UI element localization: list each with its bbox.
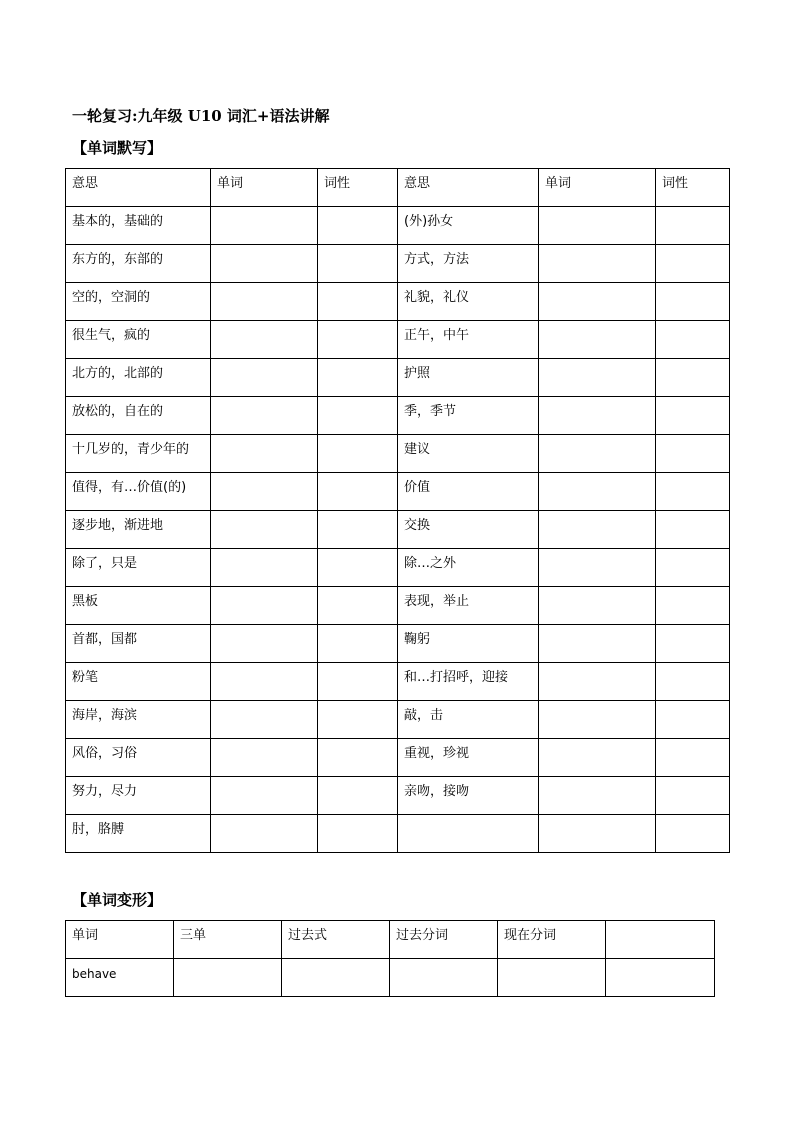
column-header [498,921,606,959]
word-answer-cell-text [545,815,655,821]
part-of-speech-answer-cell[interactable] [318,321,398,359]
word-answer-cell-text [545,245,655,251]
section-heading-word-forms: 【单词变形】 [72,891,163,909]
table-row [66,777,730,815]
table-row [66,511,730,549]
meaning-cell [66,625,211,663]
word-answer-cell[interactable] [539,321,656,359]
part-of-speech-answer-cell-text [662,511,729,517]
vocab-dictation-table [65,168,730,853]
part-of-speech-answer-cell-text [324,625,397,631]
word-answer-cell[interactable] [211,739,318,777]
column-header-text: 单词 [217,176,244,191]
part-of-speech-answer-cell[interactable] [656,815,730,853]
part-of-speech-answer-cell[interactable] [318,587,398,625]
word-answer-cell-text [217,473,317,479]
meaning-cell [398,587,539,625]
part-of-speech-answer-cell[interactable] [656,435,730,473]
part-of-speech-answer-cell-text [662,549,729,555]
part-of-speech-answer-cell[interactable] [318,359,398,397]
word-forms-table [65,920,715,997]
column-header [66,921,174,959]
meaning-cell-text [404,815,538,821]
meaning-cell-text: 除…之外 [404,556,457,571]
column-header [539,169,656,207]
column-header-text: 单词 [545,176,572,191]
part-of-speech-answer-cell[interactable] [318,397,398,435]
table-row [66,663,730,701]
meaning-cell-text: 值得，有…价值(的) [72,480,187,495]
column-header-text: 过去式 [288,928,328,943]
form-answer-cell-text [396,959,497,965]
meaning-cell-text: 空的，空洞的 [72,290,151,305]
word-answer-cell-text [217,283,317,289]
word-answer-cell-text [217,207,317,213]
meaning-cell-text: 礼貌，礼仪 [404,290,470,305]
meaning-cell-text: 黑板 [72,594,99,609]
word-answer-cell[interactable] [211,625,318,663]
meaning-cell-text: 正午，中午 [404,328,470,343]
table-row [66,207,730,245]
part-of-speech-answer-cell[interactable] [656,359,730,397]
meaning-cell-text: (外)孙女 [404,214,454,229]
meaning-cell-text: 和…打招呼，迎接 [404,670,509,685]
part-of-speech-answer-cell[interactable] [318,549,398,587]
column-header-text: 过去分词 [396,928,449,943]
word-answer-cell[interactable] [539,815,656,853]
table-row [66,321,730,359]
meaning-cell-text: 表现，举止 [404,594,470,609]
part-of-speech-answer-cell[interactable] [656,663,730,701]
meaning-cell-text: 季，季节 [404,404,457,419]
meaning-cell-text: 重视，珍视 [404,746,470,761]
form-answer-cell[interactable] [498,959,606,997]
part-of-speech-answer-cell-text [324,777,397,783]
column-header [398,169,539,207]
meaning-cell [398,473,539,511]
word-answer-cell[interactable] [211,245,318,283]
form-answer-cell[interactable] [174,959,282,997]
meaning-cell [66,397,211,435]
meaning-cell [66,587,211,625]
meaning-cell [66,777,211,815]
word-answer-cell-text [217,739,317,745]
table-row [66,625,730,663]
word-answer-cell-text [545,511,655,517]
part-of-speech-answer-cell-text [324,701,397,707]
form-answer-cell-text [504,959,605,965]
word-answer-cell[interactable] [211,701,318,739]
word-answer-cell-text [545,549,655,555]
word-answer-cell[interactable] [211,283,318,321]
part-of-speech-answer-cell-text [662,435,729,441]
table-row [66,473,730,511]
word-answer-cell[interactable] [211,359,318,397]
meaning-cell-text: 基本的，基础的 [72,214,164,229]
form-answer-cell-text [180,959,281,965]
part-of-speech-answer-cell-text [324,435,397,441]
column-header-text: 词性 [324,176,351,191]
part-of-speech-answer-cell-text [324,283,397,289]
part-of-speech-answer-cell-text [662,701,729,707]
meaning-cell [398,321,539,359]
part-of-speech-answer-cell[interactable] [656,549,730,587]
word-answer-cell-text [545,777,655,783]
word-answer-cell[interactable] [539,359,656,397]
form-answer-cell-text [288,959,389,965]
part-of-speech-answer-cell-text [662,663,729,669]
meaning-cell [398,815,539,853]
meaning-cell [66,283,211,321]
document-title: 一轮复习:九年级 U10 词汇+语法讲解 [72,107,330,125]
word-answer-cell[interactable] [539,207,656,245]
table-row [66,701,730,739]
part-of-speech-answer-cell[interactable] [656,777,730,815]
meaning-cell [66,663,211,701]
column-header [282,921,390,959]
part-of-speech-answer-cell-text [662,777,729,783]
meaning-cell-text: 价值 [404,480,431,495]
meaning-cell-text: 肘，胳膊 [72,822,125,837]
word-answer-cell-text [545,625,655,631]
word-answer-cell[interactable] [211,549,318,587]
meaning-cell [398,625,539,663]
word-answer-cell-text [545,435,655,441]
word-answer-cell-text [217,549,317,555]
meaning-cell-text: 亲吻，接吻 [404,784,470,799]
part-of-speech-answer-cell-text [662,283,729,289]
column-header-text [612,921,714,927]
word-answer-cell-text [545,663,655,669]
column-header [390,921,498,959]
table-row [66,739,730,777]
word-answer-cell-text [545,207,655,213]
part-of-speech-answer-cell-text [324,397,397,403]
part-of-speech-answer-cell[interactable] [656,207,730,245]
word-answer-cell[interactable] [211,587,318,625]
meaning-cell-text: 北方的，北部的 [72,366,164,381]
word-answer-cell[interactable] [539,663,656,701]
part-of-speech-answer-cell-text [324,549,397,555]
column-header-text: 意思 [72,176,99,191]
meaning-cell-text: 海岸，海滨 [72,708,138,723]
part-of-speech-answer-cell-text [324,739,397,745]
part-of-speech-answer-cell[interactable] [318,435,398,473]
part-of-speech-answer-cell-text [662,739,729,745]
part-of-speech-answer-cell[interactable] [318,245,398,283]
column-header-text: 单词 [72,928,99,943]
part-of-speech-answer-cell-text [324,245,397,251]
base-word-cell [66,959,174,997]
word-answer-cell[interactable] [211,473,318,511]
word-answer-cell[interactable] [539,625,656,663]
part-of-speech-answer-cell-text [324,473,397,479]
part-of-speech-answer-cell-text [662,815,729,821]
word-answer-cell-text [217,815,317,821]
meaning-cell-text: 很生气，疯的 [72,328,151,343]
word-answer-cell-text [545,397,655,403]
table-header-row [66,169,730,207]
word-answer-cell-text [545,359,655,365]
meaning-cell [66,207,211,245]
word-answer-cell-text [545,701,655,707]
part-of-speech-answer-cell[interactable] [318,207,398,245]
meaning-cell [398,511,539,549]
column-header [318,169,398,207]
part-of-speech-answer-cell-text [324,815,397,821]
meaning-cell-text: 鞠躬 [404,632,431,647]
word-answer-cell-text [545,739,655,745]
meaning-cell-text: 风俗，习俗 [72,746,138,761]
word-answer-cell[interactable] [539,777,656,815]
table-row [66,245,730,283]
part-of-speech-answer-cell[interactable] [656,283,730,321]
meaning-cell [398,777,539,815]
word-answer-cell[interactable] [211,815,318,853]
meaning-cell [66,511,211,549]
part-of-speech-answer-cell[interactable] [318,625,398,663]
word-answer-cell-text [217,435,317,441]
meaning-cell-text: 敲，击 [404,708,444,723]
table-row [66,435,730,473]
meaning-cell-text: 方式，方法 [404,252,470,267]
part-of-speech-answer-cell-text [662,625,729,631]
form-answer-cell[interactable] [390,959,498,997]
form-answer-cell[interactable] [282,959,390,997]
meaning-cell-text: 努力，尽力 [72,784,138,799]
table-header-row [66,921,715,959]
column-header [656,169,730,207]
meaning-cell [398,663,539,701]
table-row [66,397,730,435]
form-answer-cell-text [612,959,714,965]
column-header-text: 三单 [180,928,207,943]
word-answer-cell[interactable] [539,435,656,473]
word-answer-cell[interactable] [539,739,656,777]
part-of-speech-answer-cell[interactable] [656,739,730,777]
part-of-speech-answer-cell-text [324,359,397,365]
word-answer-cell[interactable] [211,511,318,549]
part-of-speech-answer-cell[interactable] [318,511,398,549]
table-row [66,283,730,321]
word-answer-cell-text [217,777,317,783]
column-header-text: 意思 [404,176,431,191]
part-of-speech-answer-cell-text [324,511,397,517]
column-header-text: 现在分词 [504,928,557,943]
part-of-speech-answer-cell-text [324,321,397,327]
meaning-cell [398,283,539,321]
word-answer-cell-text [217,397,317,403]
word-answer-cell[interactable] [211,435,318,473]
part-of-speech-answer-cell[interactable] [318,663,398,701]
column-header [606,921,715,959]
meaning-cell [398,435,539,473]
meaning-cell [398,549,539,587]
word-answer-cell-text [217,359,317,365]
part-of-speech-answer-cell[interactable] [318,815,398,853]
word-answer-cell-text [545,473,655,479]
word-answer-cell-text [217,663,317,669]
word-answer-cell[interactable] [539,397,656,435]
part-of-speech-answer-cell[interactable] [318,701,398,739]
meaning-cell-text: 粉笔 [72,670,99,685]
meaning-cell [66,435,211,473]
meaning-cell [66,549,211,587]
part-of-speech-answer-cell[interactable] [656,587,730,625]
word-answer-cell[interactable] [539,283,656,321]
word-answer-cell[interactable] [211,777,318,815]
meaning-cell [66,359,211,397]
meaning-cell [398,397,539,435]
meaning-cell [66,701,211,739]
word-answer-cell-text [217,625,317,631]
column-header [211,169,318,207]
word-answer-cell[interactable] [539,549,656,587]
word-answer-cell[interactable] [539,511,656,549]
table-row [66,959,715,997]
column-header-text: 词性 [662,176,689,191]
part-of-speech-answer-cell[interactable] [656,701,730,739]
meaning-cell [66,815,211,853]
table-row [66,587,730,625]
section-heading-vocab-dictation: 【单词默写】 [72,139,163,157]
word-answer-cell-text [217,321,317,327]
form-answer-cell[interactable] [606,959,715,997]
meaning-cell-text: 护照 [404,366,431,381]
part-of-speech-answer-cell-text [662,473,729,479]
part-of-speech-answer-cell[interactable] [318,473,398,511]
word-answer-cell[interactable] [539,245,656,283]
meaning-cell [66,245,211,283]
part-of-speech-answer-cell[interactable] [656,245,730,283]
word-answer-cell-text [217,511,317,517]
base-word-cell-text: behave [72,967,117,981]
word-answer-cell-text [545,283,655,289]
meaning-cell-text: 逐步地，渐进地 [72,518,164,533]
part-of-speech-answer-cell-text [662,587,729,593]
table-row [66,359,730,397]
word-answer-cell-text [545,321,655,327]
meaning-cell [66,473,211,511]
meaning-cell [398,207,539,245]
part-of-speech-answer-cell-text [662,245,729,251]
part-of-speech-answer-cell[interactable] [656,511,730,549]
part-of-speech-answer-cell-text [324,663,397,669]
part-of-speech-answer-cell[interactable] [318,777,398,815]
part-of-speech-answer-cell-text [662,321,729,327]
word-answer-cell[interactable] [211,663,318,701]
word-answer-cell[interactable] [539,587,656,625]
meaning-cell [398,359,539,397]
meaning-cell-text: 放松的，自在的 [72,404,164,419]
meaning-cell [398,739,539,777]
part-of-speech-answer-cell-text [662,359,729,365]
word-answer-cell[interactable] [211,321,318,359]
meaning-cell-text: 交换 [404,518,431,533]
meaning-cell [398,701,539,739]
word-answer-cell[interactable] [211,397,318,435]
meaning-cell [398,245,539,283]
part-of-speech-answer-cell-text [324,587,397,593]
part-of-speech-answer-cell-text [324,207,397,213]
meaning-cell-text: 十几岁的，青少年的 [72,442,190,457]
word-answer-cell[interactable] [539,701,656,739]
table-row [66,549,730,587]
part-of-speech-answer-cell-text [662,207,729,213]
word-answer-cell-text [217,245,317,251]
meaning-cell [66,321,211,359]
word-answer-cell-text [217,587,317,593]
part-of-speech-answer-cell[interactable] [656,625,730,663]
column-header [174,921,282,959]
meaning-cell-text: 建议 [404,442,431,457]
table-row [66,815,730,853]
meaning-cell-text: 除了，只是 [72,556,138,571]
part-of-speech-answer-cell[interactable] [656,473,730,511]
part-of-speech-answer-cell[interactable] [656,397,730,435]
meaning-cell-text: 首都，国都 [72,632,138,647]
word-answer-cell[interactable] [539,473,656,511]
meaning-cell [66,739,211,777]
word-answer-cell-text [545,587,655,593]
part-of-speech-answer-cell[interactable] [656,321,730,359]
part-of-speech-answer-cell-text [662,397,729,403]
part-of-speech-answer-cell[interactable] [318,739,398,777]
word-answer-cell[interactable] [211,207,318,245]
meaning-cell-text: 东方的，东部的 [72,252,164,267]
part-of-speech-answer-cell[interactable] [318,283,398,321]
word-answer-cell-text [217,701,317,707]
column-header [66,169,211,207]
